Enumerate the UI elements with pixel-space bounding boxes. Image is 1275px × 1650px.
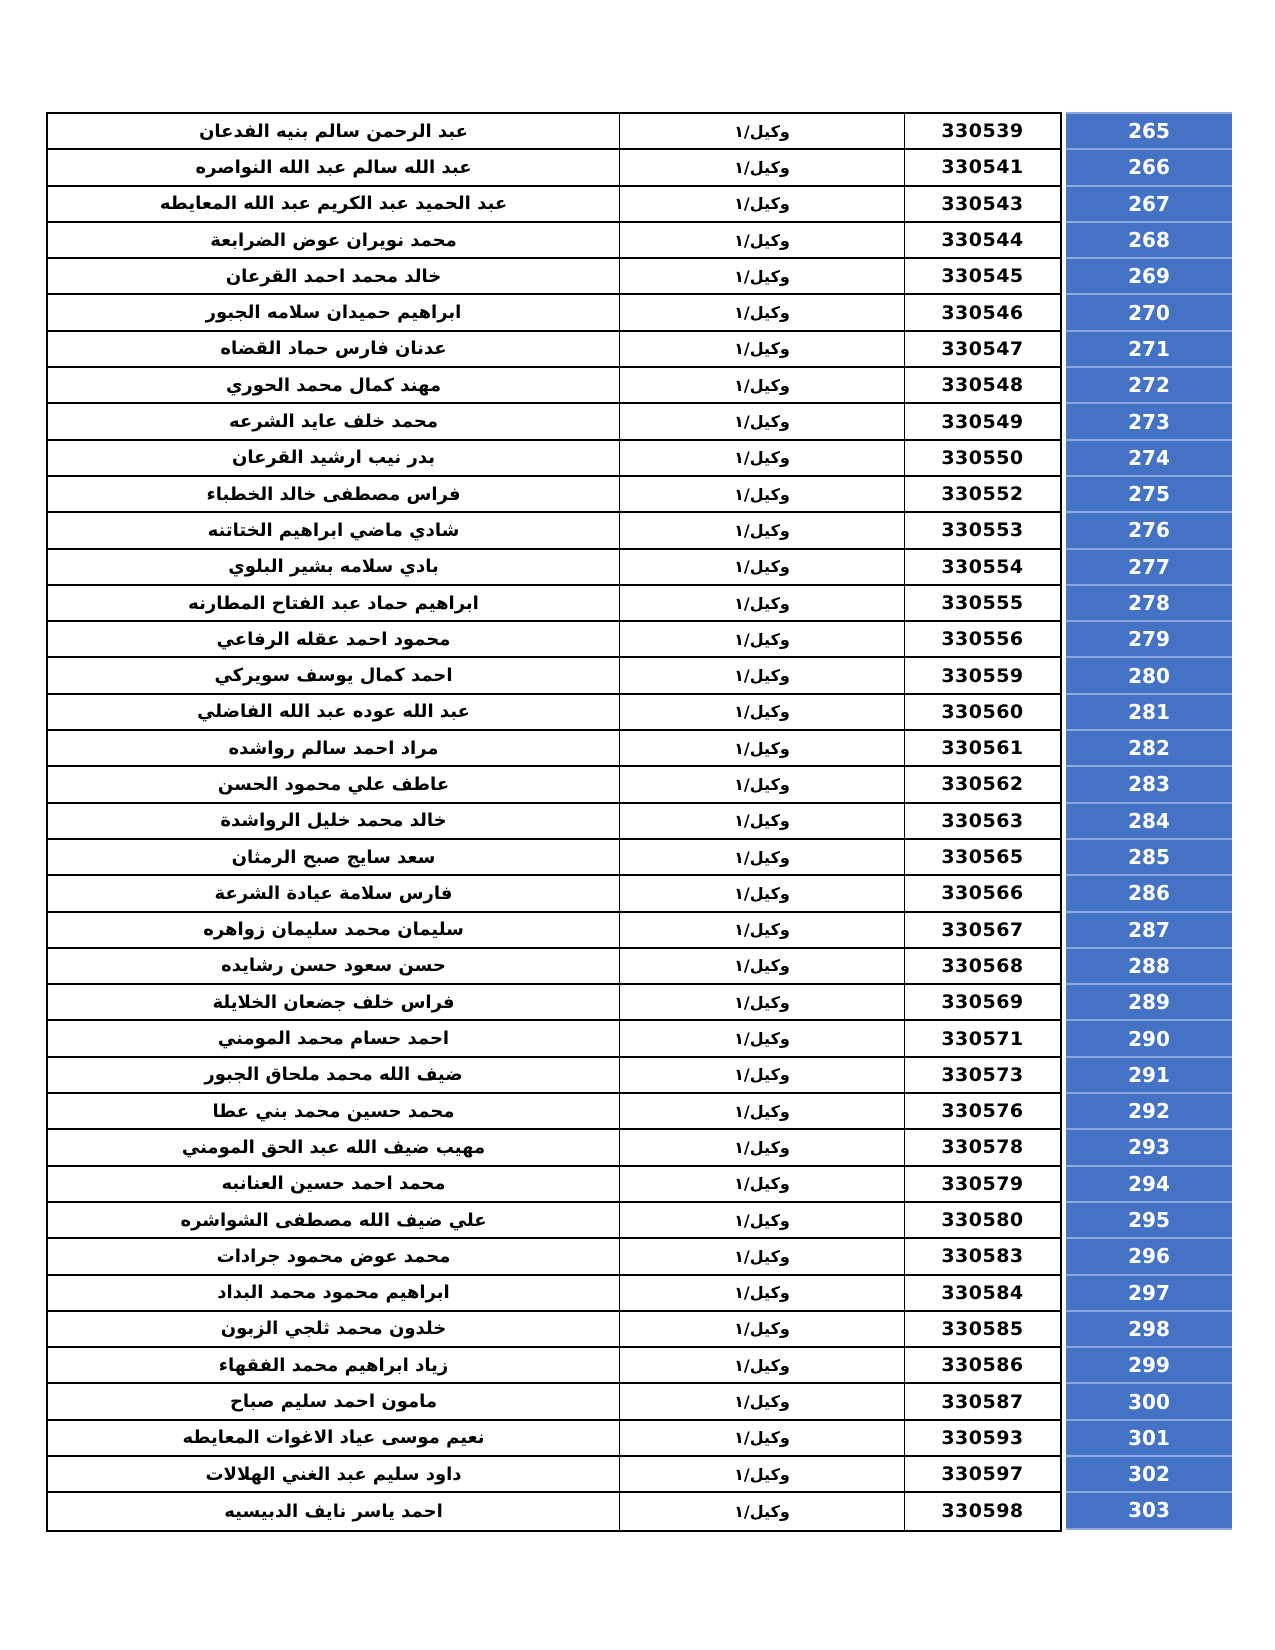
id-cell: 330541 — [941, 156, 1024, 179]
serial-cell: 283 — [1066, 767, 1232, 803]
serial-cell: 290 — [1066, 1021, 1232, 1057]
rank-cell: وكيل/١ — [619, 1348, 905, 1382]
name-cell: عبد الرحمن سالم بنيه الفدعان — [199, 120, 468, 142]
table-row — [48, 985, 1060, 1021]
table-row — [48, 913, 1060, 949]
id-cell: 330563 — [941, 809, 1024, 832]
name-cell: خالد محمد احمد القرعان — [225, 265, 442, 287]
table-row — [48, 295, 1060, 331]
name-cell: احمد حسام محمد المومني — [217, 1028, 450, 1050]
name-cell: خلدون محمد ثلجي الزبون — [220, 1318, 447, 1340]
serial-cell: 276 — [1066, 513, 1232, 549]
name-cell: حسن سعود حسن رشايده — [221, 955, 446, 977]
id-cell: 330561 — [941, 737, 1024, 760]
table-row — [48, 150, 1060, 186]
name-cell: علي ضيف الله مصطفى الشواشره — [180, 1209, 487, 1231]
table-row — [48, 368, 1060, 404]
rank-cell: وكيل/١ — [619, 985, 905, 1019]
table-row — [48, 1276, 1060, 1312]
name-cell: محمد خلف عايد الشرعه — [229, 411, 439, 433]
id-cell: 330554 — [941, 555, 1024, 578]
name-cell: ابراهيم محمود محمد البداد — [217, 1282, 450, 1304]
table-row — [48, 1312, 1060, 1348]
rank-cell: وكيل/١ — [619, 1203, 905, 1237]
rank-cell: وكيل/١ — [619, 804, 905, 838]
rank-cell: وكيل/١ — [619, 368, 905, 402]
rank-cell: وكيل/١ — [619, 658, 905, 692]
table-row — [48, 949, 1060, 985]
id-cell: 330544 — [941, 229, 1024, 252]
rank-cell: وكيل/١ — [619, 949, 905, 983]
name-cell: داود سليم عبد الغني الهلالات — [205, 1463, 462, 1485]
table-row — [48, 804, 1060, 840]
serial-cell: 279 — [1066, 622, 1232, 658]
id-cell: 330559 — [941, 664, 1024, 687]
table-row — [48, 1203, 1060, 1239]
table-row — [48, 695, 1060, 731]
name-cell: مهند كمال محمد الحوري — [225, 374, 442, 396]
id-cell: 330569 — [941, 991, 1024, 1014]
rank-cell: وكيل/١ — [619, 404, 905, 438]
name-cell: ضيف الله محمد ملحاق الجبور — [204, 1064, 463, 1086]
name-cell: سعد سايج صبح الرمثان — [231, 846, 436, 868]
table-row — [48, 622, 1060, 658]
id-cell: 330547 — [941, 337, 1024, 360]
id-cell: 330593 — [941, 1426, 1024, 1449]
serial-cell: 274 — [1066, 441, 1232, 477]
id-cell: 330587 — [941, 1390, 1024, 1413]
rank-cell: وكيل/١ — [619, 150, 905, 184]
serial-cell: 285 — [1066, 840, 1232, 876]
serial-cell: 295 — [1066, 1203, 1232, 1239]
serial-cell: 280 — [1066, 658, 1232, 694]
table-row — [48, 1094, 1060, 1130]
id-cell: 330543 — [941, 192, 1024, 215]
serial-cell: 284 — [1066, 804, 1232, 840]
serial-cell: 287 — [1066, 913, 1232, 949]
name-cell: سليمان محمد سليمان زواهره — [203, 919, 464, 941]
id-cell: 330566 — [941, 882, 1024, 905]
id-cell: 330545 — [941, 265, 1024, 288]
id-cell: 330580 — [941, 1209, 1024, 1232]
name-cell: نعيم موسى عياد الاغوات المعايطه — [182, 1427, 485, 1449]
id-cell: 330565 — [941, 846, 1024, 869]
rank-cell: وكيل/١ — [619, 223, 905, 257]
rank-cell: وكيل/١ — [619, 1457, 905, 1491]
id-cell: 330573 — [941, 1063, 1024, 1086]
rank-cell: وكيل/١ — [619, 876, 905, 910]
table-row — [48, 767, 1060, 803]
id-cell: 330583 — [941, 1245, 1024, 1268]
id-cell: 330552 — [941, 483, 1024, 506]
rank-cell: وكيل/١ — [619, 1312, 905, 1346]
name-cell: مهيب ضيف الله عبد الحق المومني — [181, 1136, 486, 1158]
name-cell: عاطف علي محمود الحسن — [217, 773, 450, 795]
rank-cell: وكيل/١ — [619, 1058, 905, 1092]
rank-cell: وكيل/١ — [619, 1493, 905, 1529]
table-row — [48, 1348, 1060, 1384]
rank-cell: وكيل/١ — [619, 731, 905, 765]
serial-cell: 267 — [1066, 187, 1232, 223]
id-cell: 330578 — [941, 1136, 1024, 1159]
serial-cell: 299 — [1066, 1348, 1232, 1384]
name-cell: زياد ابراهيم محمد الفقهاء — [218, 1354, 449, 1376]
serial-cell: 294 — [1066, 1167, 1232, 1203]
rank-cell: وكيل/١ — [619, 1167, 905, 1201]
rank-cell: وكيل/١ — [619, 1094, 905, 1128]
serial-cell: 301 — [1066, 1421, 1232, 1457]
name-cell: بدر نيب ارشيد القرعان — [232, 447, 435, 469]
serial-cell: 303 — [1066, 1493, 1232, 1529]
name-cell: فارس سلامة عيادة الشرعة — [214, 882, 453, 904]
serial-cell: 278 — [1066, 586, 1232, 622]
table-row — [48, 1384, 1060, 1420]
rank-cell: وكيل/١ — [619, 695, 905, 729]
id-cell: 330549 — [941, 410, 1024, 433]
serial-cell: 300 — [1066, 1384, 1232, 1420]
id-cell: 330597 — [941, 1463, 1024, 1486]
table-row — [48, 1021, 1060, 1057]
table-row — [48, 114, 1060, 150]
rank-cell: وكيل/١ — [619, 767, 905, 801]
rank-cell: وكيل/١ — [619, 586, 905, 620]
rank-cell: وكيل/١ — [619, 187, 905, 221]
rank-cell: وكيل/١ — [619, 1130, 905, 1164]
rank-cell: وكيل/١ — [619, 332, 905, 366]
rank-cell: وكيل/١ — [619, 1384, 905, 1418]
serial-cell: 293 — [1066, 1130, 1232, 1166]
rank-cell: وكيل/١ — [619, 1239, 905, 1273]
serial-cell: 265 — [1066, 114, 1232, 150]
table-row — [48, 876, 1060, 912]
serial-cell: 289 — [1066, 985, 1232, 1021]
table-row — [48, 223, 1060, 259]
serial-cell: 270 — [1066, 295, 1232, 331]
id-cell: 330560 — [941, 700, 1024, 723]
name-cell: شادي ماضي ابراهيم الختاتنه — [207, 519, 460, 541]
serial-cell: 297 — [1066, 1276, 1232, 1312]
id-cell: 330562 — [941, 773, 1024, 796]
table-row — [48, 513, 1060, 549]
rank-cell: وكيل/١ — [619, 513, 905, 547]
name-cell: ابراهيم حميدان سلامه الجبور — [205, 302, 462, 324]
serial-cell: 281 — [1066, 695, 1232, 731]
name-cell: خالد محمد خليل الرواشدة — [220, 810, 447, 832]
serial-cell: 272 — [1066, 368, 1232, 404]
serial-cell: 302 — [1066, 1457, 1232, 1493]
name-cell: محمد نويران عوض الضرابعة — [210, 229, 457, 251]
rank-cell: وكيل/١ — [619, 114, 905, 148]
id-cell: 330571 — [941, 1027, 1024, 1050]
name-cell: مراد احمد سالم رواشده — [228, 737, 439, 759]
rank-cell: وكيل/١ — [619, 840, 905, 874]
name-cell: عبد الحميد عبد الكريم عبد الله المعايطه — [159, 193, 508, 215]
id-cell: 330553 — [941, 519, 1024, 542]
rank-cell: وكيل/١ — [619, 550, 905, 584]
id-cell: 330555 — [941, 592, 1024, 614]
id-cell: 330576 — [941, 1100, 1024, 1123]
name-cell: محمد حسين محمد بني عطا — [212, 1100, 455, 1122]
rank-cell: وكيل/١ — [619, 295, 905, 329]
table-row — [48, 441, 1060, 477]
rank-cell: وكيل/١ — [619, 622, 905, 656]
table-row — [48, 1167, 1060, 1203]
id-cell: 330567 — [941, 918, 1024, 941]
table-row — [48, 1239, 1060, 1275]
names-table — [46, 112, 1062, 1532]
table-row — [48, 477, 1060, 513]
name-cell: عبد الله سالم عبد الله النواصره — [195, 156, 472, 178]
serial-cell: 291 — [1066, 1058, 1232, 1094]
table-row — [48, 658, 1060, 694]
id-cell: 330579 — [941, 1172, 1024, 1195]
table-row — [48, 1421, 1060, 1457]
serial-cell: 273 — [1066, 404, 1232, 440]
table-row — [48, 259, 1060, 295]
id-cell: 330548 — [941, 374, 1024, 397]
table-row — [48, 332, 1060, 368]
rank-cell: وكيل/١ — [619, 1021, 905, 1055]
serial-cell: 286 — [1066, 876, 1232, 912]
name-cell: احمد كمال يوسف سويركي — [214, 665, 453, 687]
name-cell: محمود احمد عقله الرفاعي — [216, 628, 451, 650]
table-row — [48, 1058, 1060, 1094]
name-cell: فراس خلف جضعان الخلايلة — [212, 991, 455, 1013]
id-cell: 330556 — [941, 628, 1024, 651]
id-cell: 330539 — [941, 120, 1024, 143]
table-row — [48, 840, 1060, 876]
serial-column — [1066, 112, 1232, 1530]
serial-cell: 277 — [1066, 550, 1232, 586]
id-cell: 330550 — [941, 446, 1024, 469]
table-row — [48, 1493, 1060, 1529]
name-cell: محمد احمد حسين العنانبه — [221, 1173, 446, 1195]
id-cell: 330584 — [941, 1281, 1024, 1304]
rank-cell: وكيل/١ — [619, 477, 905, 511]
table-row — [48, 586, 1060, 622]
name-cell: ابراهيم حماد عبد الفتاح المطارنه — [188, 592, 479, 614]
rank-cell: وكيل/١ — [619, 1421, 905, 1455]
table-row — [48, 187, 1060, 223]
rank-cell: وكيل/١ — [619, 913, 905, 947]
rank-cell: وكيل/١ — [619, 1276, 905, 1310]
serial-cell: 282 — [1066, 731, 1232, 767]
id-cell: 330585 — [941, 1317, 1024, 1340]
id-cell: 330598 — [941, 1500, 1024, 1523]
name-cell: احمد ياسر نايف الدبيسيه — [224, 1500, 443, 1522]
name-cell: عبد الله عوده عبد الله الفاضلي — [197, 701, 470, 723]
id-cell: 330586 — [941, 1354, 1024, 1377]
table-row — [48, 404, 1060, 440]
name-cell: محمد عوض محمود جرادات — [216, 1245, 451, 1267]
rank-cell: وكيل/١ — [619, 259, 905, 293]
table-row — [48, 1457, 1060, 1493]
serial-cell: 292 — [1066, 1094, 1232, 1130]
serial-cell: 288 — [1066, 949, 1232, 985]
serial-cell: 275 — [1066, 477, 1232, 513]
rank-cell: وكيل/١ — [619, 441, 905, 475]
table-row — [48, 731, 1060, 767]
serial-cell: 269 — [1066, 259, 1232, 295]
table-row — [48, 550, 1060, 586]
id-cell: 330546 — [941, 301, 1024, 324]
serial-cell: 296 — [1066, 1239, 1232, 1275]
id-cell: 330568 — [941, 954, 1024, 977]
name-cell: عدنان فارس حماد القضاه — [220, 338, 447, 360]
table-row — [48, 1130, 1060, 1166]
serial-cell: 298 — [1066, 1312, 1232, 1348]
name-cell: بادي سلامه بشير البلوي — [228, 556, 439, 578]
serial-cell: 271 — [1066, 332, 1232, 368]
serial-cell: 266 — [1066, 150, 1232, 186]
name-cell: فراس مصطفى خالد الخطباء — [206, 483, 461, 505]
serial-cell: 268 — [1066, 223, 1232, 259]
name-cell: مامون احمد سليم صباح — [229, 1391, 438, 1413]
